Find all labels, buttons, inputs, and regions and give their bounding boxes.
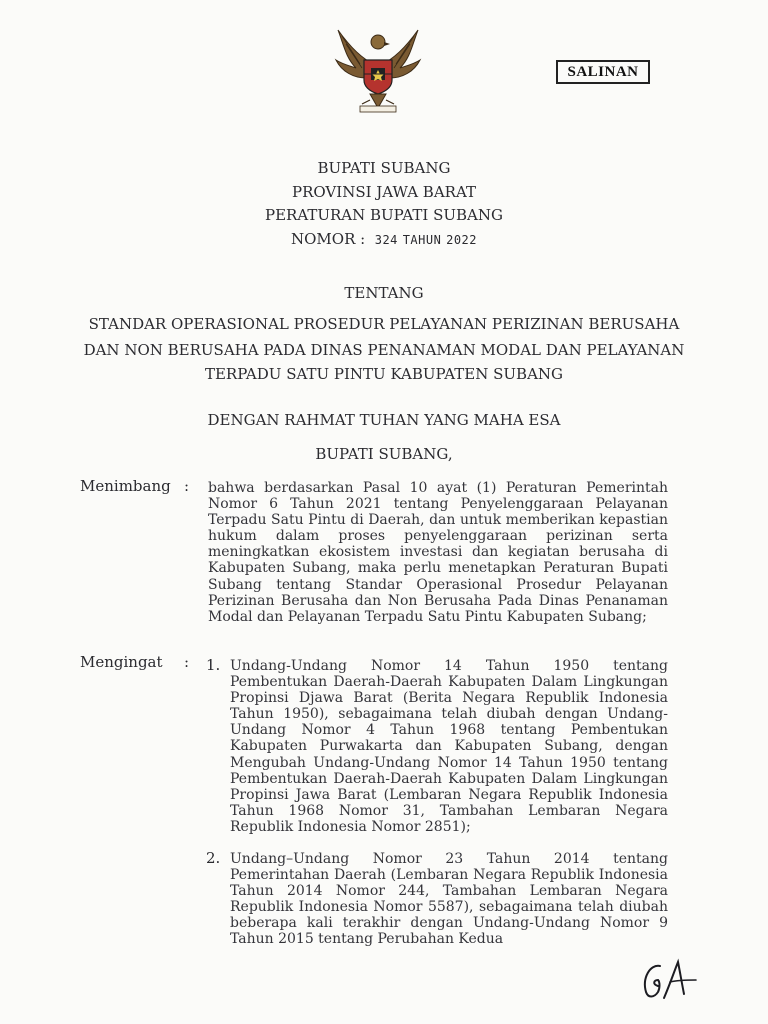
menimbang-label: Menimbang xyxy=(80,477,171,495)
mengingat-item-2-number: 2. xyxy=(206,849,221,867)
tahun-value: 2022 xyxy=(446,233,478,247)
mengingat-colon: : xyxy=(184,653,190,671)
mengingat-item-1-text: Undang-Undang Nomor 14 Tahun 1950 tentang Pembentukan Daerah-Daerah Kabupaten Dalam Lingkungan Propinsi Djawa Barat (Berita Negara Republik Indonesia Tahun 1950), sebagaimana telah diubah dengan Undang-Undang Nomor 4 Tahun 1968 tentang Pembentukan Kabupaten Purwakarta dan Kabupaten Subang, dengan Mengubah Undang-Undang Nomor 14 Tahun 1950 tentang Pembentukan Daerah-Daerah Kabupaten Dalam Lingkungan Propinsi Jawa Barat (Lembaran Negara Republik Indonesia Tahun 1968 Nomor 31, Tambahan Lembaran Negara Republik Indonesia Nomor 2851); xyxy=(230,658,668,835)
heading-line-peraturan: PERATURAN BUPATI SUBANG xyxy=(265,206,503,224)
tentang-label: TENTANG xyxy=(344,284,424,302)
rahmat-line: DENGAN RAHMAT TUHAN YANG MAHA ESA xyxy=(207,411,561,429)
garuda-emblem-icon xyxy=(330,24,426,116)
mengingat-label: Mengingat xyxy=(80,653,163,671)
tahun-label: TAHUN xyxy=(402,233,442,247)
bupati-line: BUPATI SUBANG, xyxy=(315,445,453,463)
subject-line-2: DAN NON BERUSAHA PADA DINAS PENANAMAN MODAL DAN PELAYANAN xyxy=(83,341,685,359)
nomor-value: 324 xyxy=(374,233,398,247)
salinan-stamp: SALINAN xyxy=(556,60,650,84)
heading-nomor xyxy=(0,229,768,250)
nomor-label: NOMOR : xyxy=(290,230,366,248)
mengingat-item-2-text: Undang–Undang Nomor 23 Tahun 2014 tentang Pemerintahan Daerah (Lembaran Negara Republik Indonesia Tahun 2014 Nomor 244, Tambahan Lembaran Negara Republik Indonesia Nomor 5587), sebagaimana telah diubah beberapa kali terakhir dengan Undang-Undang Nomor 9 Tahun 2015 tentang Perubahan Kedua xyxy=(230,851,668,948)
subject-line-3: TERPADU SATU PINTU KABUPATEN SUBANG xyxy=(204,365,564,383)
menimbang-colon: : xyxy=(184,477,190,495)
menimbang-text: bahwa berdasarkan Pasal 10 ayat (1) Peraturan Pemerintah Nomor 6 Tahun 2021 tentang Penyelenggaraan Pelayanan Terpadu Satu Pintu di Daerah, dan untuk memberikan kepastian hukum dalam proses penyelenggaraan perizinan serta meningkatkan ekosistem investasi dan kegiatan berusaha di Kabupaten Subang, maka perlu menetapkan Peraturan Bupati Subang tentang Standar Operasional Prosedur Pelayanan Perizinan Berusaha dan Non Berusaha Pada Dinas Penanaman Modal dan Pelayanan Terpadu Satu Pintu Kabupaten Subang; xyxy=(208,480,668,625)
heading-line-provinsi: PROVINSI JAWA BARAT xyxy=(292,183,476,201)
subject-line-1: STANDAR OPERASIONAL PROSEDUR PELAYANAN PERIZINAN BERUSAHA xyxy=(88,315,680,333)
heading-line-bupati: BUPATI SUBANG xyxy=(317,159,451,177)
mengingat-item-1-number: 1. xyxy=(206,656,221,674)
initials-signature-icon xyxy=(636,958,726,1008)
